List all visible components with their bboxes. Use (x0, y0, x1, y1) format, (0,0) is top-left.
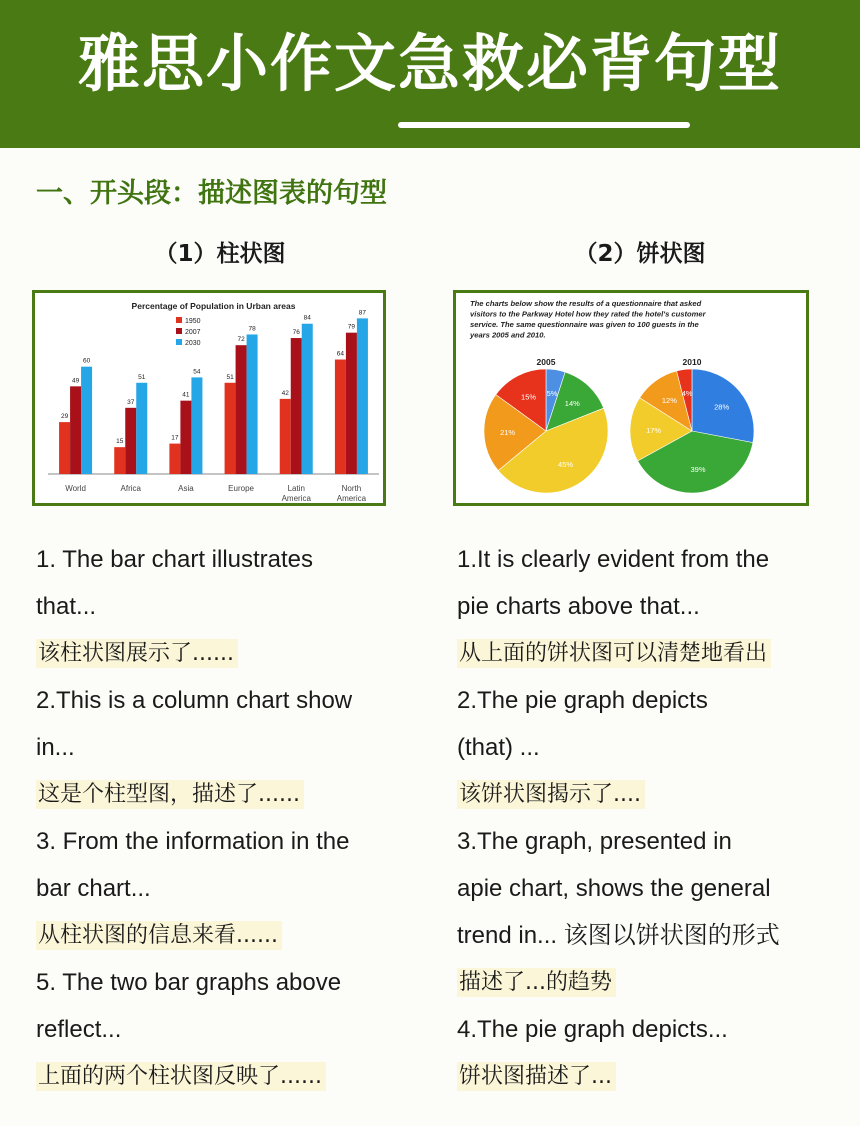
pie-slice-label-2005-3: 21% (500, 428, 516, 438)
bar-phrase-line: 1. The bar chart illustrates (36, 546, 314, 573)
bar-phrase-line (36, 1053, 426, 1100)
category-label-4: Latin (287, 484, 305, 493)
bar-label-1950-0: 29 (60, 413, 69, 421)
pie-phrase-line: 1.It is clearly evident from the (457, 546, 770, 573)
bar-phrase-line: bar chart... (36, 875, 151, 902)
pie-phrase-line: trend in... 该图以饼状图的形式 (457, 922, 780, 949)
pie-phrase-line (457, 959, 847, 1006)
title-underline (398, 122, 690, 128)
bar-2030-3 (247, 334, 258, 474)
bar-label-2007-0: 49 (71, 377, 80, 385)
pie-caption-line: visitors to the Parkway Hotel how they rated the hotel's customer (470, 309, 706, 319)
pie-chart-figure (453, 290, 809, 506)
pie-slice-label-2005-1: 14% (564, 398, 580, 408)
bar-2030-4 (302, 324, 313, 474)
pie-phrase-line: apie chart, shows the general (457, 875, 771, 902)
bar-2007-0 (70, 386, 81, 474)
legend-label-2030: 2030 (185, 340, 201, 347)
bar-label-2007-5: 79 (347, 323, 356, 331)
legend-label-1950: 1950 (185, 318, 201, 325)
bar-2030-0 (81, 367, 92, 474)
category-label-5: North (341, 484, 362, 493)
bar-label-1950-2: 17 (171, 434, 179, 442)
plot-area (48, 307, 379, 474)
bar-label-2007-2: 41 (182, 391, 190, 399)
pie-slice-label-2005-4: 15% (521, 392, 537, 402)
pie-slice-label-2010-3: 12% (661, 395, 677, 405)
pie-phrase-line (457, 1053, 847, 1100)
legend-swatch-2030 (176, 339, 182, 345)
bar-phrase-line (36, 771, 426, 818)
bar-2007-4 (291, 338, 302, 474)
bar-label-1950-1: 15 (116, 438, 124, 446)
bar-label-2030-4: 84 (303, 314, 311, 322)
bar-phrase-line: in... (36, 734, 75, 761)
pie-slice-label-2010-2: 17% (646, 425, 662, 435)
bar-phrase-line: 3. From the information in the (36, 828, 350, 855)
pie-phrase-translation: 饼状图描述了... (457, 1062, 616, 1091)
bar-phrases-column (36, 536, 426, 1100)
bar-1950-4 (280, 399, 291, 474)
pie-phrase-line: 2.The pie graph depicts (457, 687, 708, 714)
bar-1950-0 (59, 422, 70, 474)
bar-label-2030-5: 87 (358, 309, 367, 317)
bar-label-1950-3: 51 (226, 373, 234, 381)
bar-1950-5 (335, 360, 346, 474)
category-label-5: America (336, 494, 367, 503)
page-title: 雅思小作文急救必背句型 (77, 27, 782, 100)
bar-phrase-line: reflect... (36, 1016, 122, 1043)
bar-chart (35, 293, 383, 503)
bar-2007-5 (346, 333, 357, 474)
bar-label-2030-3: 78 (248, 325, 256, 333)
bar-phrase-translation: 该柱状图展示了...... (36, 639, 238, 668)
pie-phrases-column (457, 536, 847, 1100)
chart-title: Percentage of Population in Urban areas (131, 301, 296, 311)
pie-caption-line: service. The same questionnaire was given to 100 guests in the (470, 320, 699, 329)
pie-year-2005: 2005 (536, 357, 556, 367)
pie-chart-subtitle: （2）饼状图 (574, 241, 706, 267)
bar-2030-5 (357, 318, 368, 474)
bar-1950-1 (114, 447, 125, 474)
bar-1950-2 (169, 444, 180, 474)
bar-phrase-line: that... (36, 593, 97, 620)
pie-phrase-translation: 描述了...的趋势 (457, 968, 616, 997)
pie-caption-line: years 2005 and 2010. (470, 330, 546, 340)
pie-slice-label-2010-1: 39% (690, 464, 706, 474)
pie-slice-label-2005-0: 5% (546, 389, 558, 399)
pie-slice-label-2005-2: 45% (558, 460, 574, 470)
category-label-2: Asia (178, 484, 194, 493)
pie-caption-line: The charts below show the results of a questionnaire that asked (470, 299, 702, 308)
legend-swatch-2007 (176, 328, 182, 334)
pie-phrase-line: 4.The pie graph depicts... (457, 1016, 728, 1043)
bar-label-2007-3: 72 (237, 336, 245, 344)
bar-1950-3 (225, 383, 236, 474)
pie-chart (456, 293, 806, 503)
bar-phrase-translation: 上面的两个柱状图反映了...... (36, 1062, 326, 1091)
bar-label-2030-0: 60 (82, 357, 91, 365)
bar-phrase-translation: 从柱状图的信息来看...... (36, 921, 282, 950)
section-title: 一、开头段：描述图表的句型 (36, 178, 387, 209)
bar-phrase-line (36, 630, 426, 677)
pie-phrase-translation: 该饼状图揭示了.... (457, 780, 645, 809)
category-label-3: Europe (228, 484, 254, 493)
bar-label-2007-4: 76 (292, 329, 300, 337)
pie-year-2010: 2010 (682, 357, 702, 367)
bar-chart-subtitle: （1）柱状图 (154, 241, 286, 267)
bar-label-1950-4: 42 (281, 389, 289, 397)
pie-phrase-translation: 从上面的饼状图可以清楚地看出 (457, 639, 771, 668)
legend-swatch-1950 (176, 317, 182, 323)
bar-2030-1 (136, 383, 147, 474)
pie-phrase-line (457, 630, 847, 677)
bar-label-1950-5: 64 (336, 350, 345, 358)
category-label-0: World (65, 484, 86, 493)
bar-label-2030-2: 54 (193, 368, 201, 376)
bar-label-2030-1: 51 (138, 373, 146, 381)
bar-2007-2 (180, 401, 191, 474)
bar-phrase-line: 5. The two bar graphs above (36, 969, 342, 996)
category-label-1: Africa (120, 484, 141, 493)
category-label-4: America (281, 494, 311, 503)
bar-chart-figure (32, 290, 386, 506)
bar-2007-1 (125, 408, 136, 474)
pie-phrase-line: pie charts above that... (457, 593, 700, 620)
pie-slice-label-2010-4: 4% (681, 388, 693, 398)
header-banner (0, 0, 860, 148)
pie-phrase-line: 3.The graph, presented in (457, 828, 732, 855)
bar-label-2007-1: 37 (127, 398, 135, 406)
bar-phrase-line: 2.This is a column chart show (36, 687, 353, 714)
bar-2007-3 (236, 345, 247, 474)
bar-2030-2 (191, 377, 202, 474)
bar-phrase-translation: 这是个柱型图，描述了...... (36, 780, 304, 809)
pie-slice-label-2010-0: 28% (714, 402, 730, 412)
bar-phrase-line (36, 912, 426, 959)
pie-phrase-line: (that) ... (457, 734, 540, 761)
legend-label-2007: 2007 (185, 329, 201, 336)
pie-phrase-line (457, 771, 847, 818)
